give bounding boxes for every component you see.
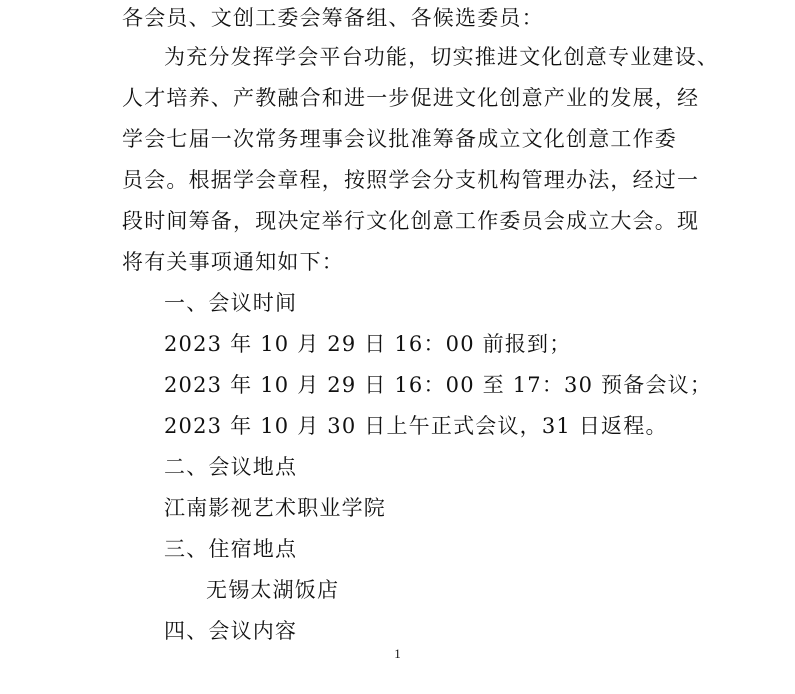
body-paragraph-line: 为充分发挥学会平台功能，切实推进文化创意专业建设、	[164, 45, 719, 69]
body-paragraph-line: 段时间筹备，现决定举行文化创意工作委员会成立大会。现	[122, 209, 700, 233]
section-heading-venue: 二、会议地点	[164, 455, 298, 479]
body-paragraph-line: 学会七届一次常务理事会议批准筹备成立文化创意工作委	[122, 127, 677, 151]
body-paragraph-line: 将有关事项通知如下：	[122, 250, 344, 274]
salutation-line: 各会员、文创工委会筹备组、各候选委员：	[122, 6, 544, 30]
body-paragraph-line: 人才培养、产教融合和进一步促进文化创意产业的发展，经	[122, 86, 700, 110]
lodging-name: 无锡太湖饭店	[206, 578, 340, 602]
page-number: 1	[394, 646, 401, 661]
schedule-line: 2023 年 10 月 30 日上午正式会议，31 日返程。	[164, 414, 668, 438]
section-heading-content: 四、会议内容	[164, 619, 298, 643]
schedule-line: 2023 年 10 月 29 日 16：00 前报到；	[164, 332, 572, 356]
body-paragraph-line: 员会。根据学会章程，按照学会分支机构管理办法，经过一	[122, 168, 700, 192]
venue-name: 江南影视艺术职业学院	[164, 496, 386, 520]
section-heading-lodging: 三、住宿地点	[164, 537, 298, 561]
schedule-line: 2023 年 10 月 29 日 16：00 至 17：30 预备会议；	[164, 373, 713, 397]
section-heading-time: 一、会议时间	[164, 291, 298, 315]
